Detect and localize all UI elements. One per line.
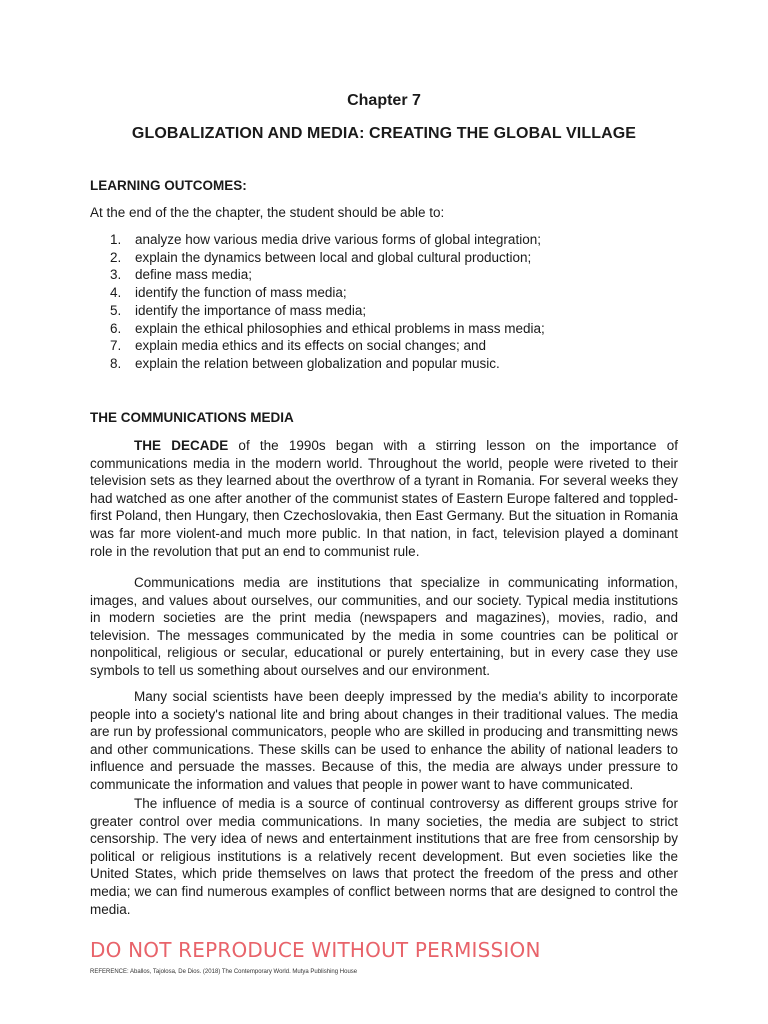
list-item [110,355,545,373]
reference-citation: REFERENCE: Aballos, Tajolosa, De Dios. (2018) The Contemporary World. Mutya Publishing House [90,969,358,975]
learning-outcomes-intro: At the end of the the chapter, the student should be able to: [90,205,445,220]
list-item-number: 4. [110,285,122,301]
paragraph-4-text: The influence of media is a source of continual controversy as different groups strive for greater control over media communications. In many societies, the media are subject to strict censorship. The very idea of news and entertainment institutions that are free from censorship by political or religious institutions is a relatively recent development. But even societies like the United States, which pride themselves on laws that protect the freedom of the press and other media; we can find numerous examples of conflict between norms that are designed to control the media. [90,796,678,917]
list-item-number: 7. [110,338,122,354]
list-item-text: explain the ethical philosophies and ethical problems in mass media; [135,320,545,336]
list-item-number: 3. [110,267,122,283]
list-item [110,231,545,249]
list-item [110,337,545,355]
list-item-number: 6. [110,320,122,336]
reproduction-notice: DO NOT REPRODUCE WITHOUT PERMISSION [90,938,541,962]
section-heading: THE COMMUNICATIONS MEDIA [90,410,294,425]
list-item-text: identify the importance of mass media; [135,302,367,318]
learning-outcomes-heading: LEARNING OUTCOMES: [90,178,247,193]
list-item [110,302,545,320]
chapter-label: Chapter 7 [347,92,421,109]
paragraph-1 [90,437,678,560]
paragraph-1-text: of the 1990s began with a stirring lesson on the importance of communications media in the modern world. Throughout the world, people were riveted to their television sets as they learned about the overthrow of a tyrant in Romania. For several weeks they had watched as one after another of the communist states of Eastern Europe faltered and toppled-first Poland, then Hungary, then Czechoslovakia, then East Germany. But the situation in Romania was far more violent-and much more public. In that nation, in fact, television played a dominant role in the revolution that put an end to communist rule. [90,438,678,559]
list-item-text: define mass media; [135,267,253,283]
list-item-text: analyze how various media drive various forms of global integration; [135,232,541,247]
list-item-text: explain media ethics and its effects on social changes; and [135,338,486,354]
paragraph-4 [90,795,678,918]
learning-outcomes-list [110,231,545,373]
list-item-number: 5. [110,302,122,318]
list-item-text: identify the function of mass media; [135,285,347,301]
paragraph-3 [90,688,678,794]
list-item-number: 1. [110,232,122,247]
list-item [110,249,545,267]
chapter-title: GLOBALIZATION AND MEDIA: CREATING THE GLOBAL VILLAGE [131,125,637,142]
list-item-number: 8. [110,355,122,371]
list-item-text: explain the relation between globalization and popular music. [135,355,500,371]
list-item [110,284,545,302]
list-item-number: 2. [110,249,122,265]
paragraph-2-text: Communications media are institutions that specialize in communicating information, images, and values about ourselves, our communities, and our society. Typical media institutions in modern societies are the print media (newspapers and magazines), movies, radio, and television. The messages communicated by the media in some countries can be political or nonpolitical, religious or secular, educational or purely entertaining, but in every case they use symbols to tell us something about ourselves and our environment. [90,575,678,678]
list-item [110,320,545,338]
list-item [110,266,545,284]
paragraph-3-text: Many social scientists have been deeply impressed by the media's ability to incorporate people into a society's national lite and bring about changes in their traditional values. The media are run by professional communicators, people who are skilled in producing and transmitting news and other communications. These skills can be used to enhance the ability of national leaders to influence and persuade the masses. Because of this, the media are always under pressure to communicate the information and values that people in power want to have communicated. [90,689,678,792]
paragraph-lead-in: THE DECADE [134,438,229,453]
paragraph-2 [90,574,678,680]
list-item-text: explain the dynamics between local and global cultural production; [135,249,532,265]
